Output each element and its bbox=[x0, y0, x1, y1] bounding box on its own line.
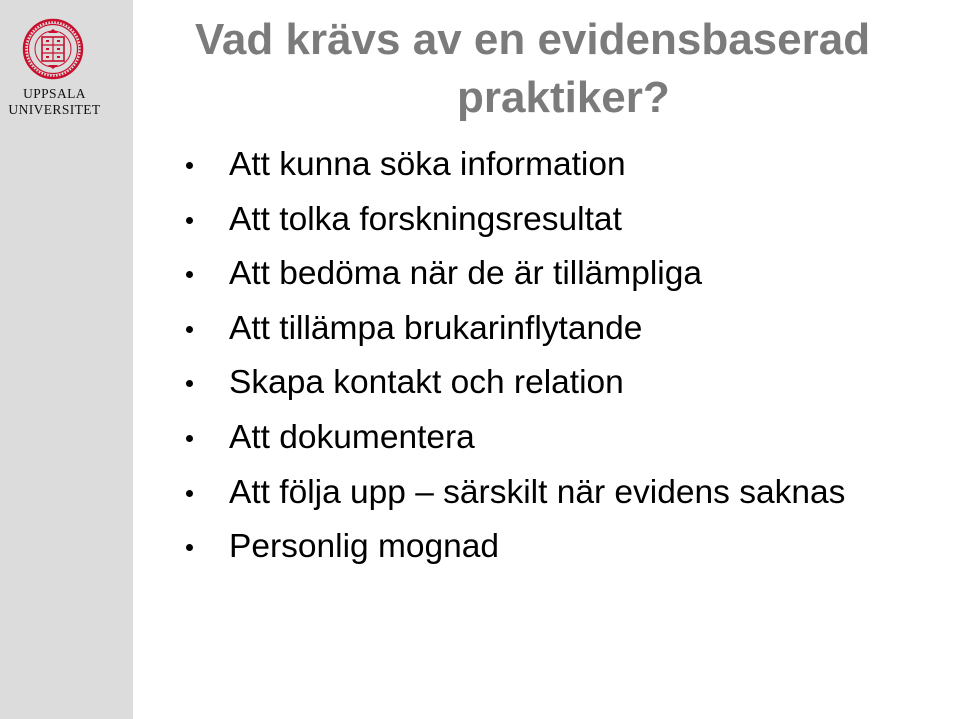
bullet-text: Att bedöma när de är tillämpliga bbox=[229, 255, 702, 293]
bullet-dot-icon bbox=[186, 217, 193, 224]
slide-title bbox=[170, 12, 960, 126]
bullet-dot-icon bbox=[186, 544, 193, 551]
bullet-text: Att tolka forskningsresultat bbox=[229, 200, 622, 238]
bullet-dot-icon bbox=[186, 271, 193, 278]
bullet-dot-icon bbox=[186, 162, 193, 169]
bullet-dot-icon bbox=[186, 490, 193, 497]
bullet-dot-icon bbox=[186, 435, 193, 442]
bullet-dot-icon bbox=[186, 380, 193, 387]
bullet-text: Skapa kontakt och relation bbox=[229, 364, 624, 402]
bullet-text: Att följa upp – särskilt när evidens saknas bbox=[229, 473, 846, 511]
bullet-dot-icon bbox=[186, 326, 193, 333]
logo-line-2: UNIVERSITET bbox=[8, 102, 101, 117]
slide-title-line-1: Vad krävs av en evidensbaserad bbox=[195, 15, 871, 64]
bullet-text: Att kunna söka information bbox=[229, 146, 626, 183]
bullet-text: Personlig mognad bbox=[229, 528, 500, 566]
bullet-text: Att dokumentera bbox=[229, 418, 475, 456]
university-seal-icon bbox=[22, 18, 84, 80]
slide-title-line-2: praktiker? bbox=[457, 73, 670, 122]
logo-line-1: UPPSALA bbox=[23, 86, 86, 101]
university-logo bbox=[0, 18, 133, 118]
logo-wordmark bbox=[0, 86, 121, 118]
bullet-text: Att tillämpa brukarinflytande bbox=[229, 309, 643, 347]
